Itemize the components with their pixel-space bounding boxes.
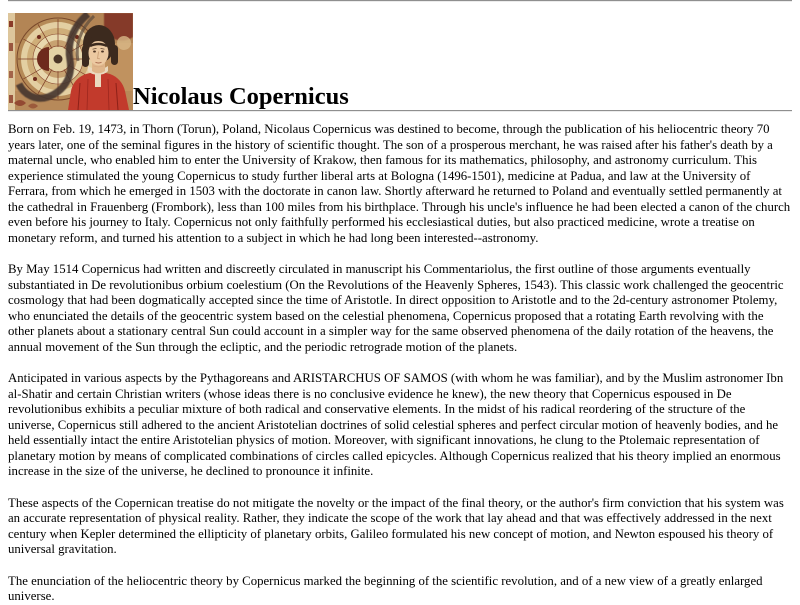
paragraph-commentariolus: By May 1514 Copernicus had written and discreetly circulated in manuscript his Commentariolus, the first outline of those arguments eventually substantiated in De revolutionibus orbium coelestium (On the Revolutions of the Heavenly Spheres, 1543). This classic work challenged the geocentric cosmology that had been dogmatically accepted since the time of Aristotle. In direct opposition to Aristotle and to the 2d-century astronomer Ptolemy, who enunciated the details of the geocentric system based on the celestial phenomena, Copernicus proposed that a rotating Earth revolving with the other planets about a stationary central Sun could account in a simpler way for the same observed phenomena of the daily rotation of the heavens, the annual movement of the Sun through the ecliptic, and the periodic retrograde motion of the planets. [8, 262, 784, 354]
top-divider [8, 0, 792, 2]
paragraph-scientific-revolution: The enunciation of the heliocentric theory by Copernicus marked the beginning of the scientific revolution, and of a new view of a greatly enlarged universe. [8, 573, 763, 603]
paragraph-theory-influences: Anticipated in various aspects by the Pythagoreans and ARISTARCHUS OF SAMOS (with whom he was familiar), and by the Muslim astronomer Ibn al-Shatir and certain Christian writers (whose ideas there is no conclusive evidence he knew), the new theory that Copernicus espoused in De revolutionibus exhibits a peculiar mixture of both radical and conservative elements. In the midst of his radical reordering of the structure of the universe, Copernicus still adhered to the ancient Aristotelian doctrines of solid celestial spheres and perfect circular motion of heavenly bodies, and he held essentially intact the entire Aristotelian physics of motion. Moreover, with significant innovations, he clung to the Ptolemaic representation of planetary motion by means of complicated combinations of circles called epicycles. Although Copernicus realized that his theory implied an enormous increase in the size of the universe, he declined to pronounce it infinite. [8, 371, 784, 478]
page-title [8, 13, 792, 110]
title-divider [8, 110, 792, 112]
paragraph-treatise-aspects: These aspects of the Copernican treatise do not mitigate the novelty or the impact of the final theory, or the author's firm conviction that his system was an accurate representation of physical reality. Rather, they indicate the scope of the work that lay ahead and that was effectively addressed in the next century when Kepler determined the ellipticity of planetary orbits, Galileo formulated his new concept of motion, and Newton espoused his theory of universal gravitation. [8, 495, 784, 556]
copernicus-portrait-image [8, 13, 133, 110]
page-title-text: Nicolaus Copernicus [133, 83, 349, 110]
paragraph-early-life: Born on Feb. 19, 1473, in Thorn (Torun), Poland, Nicolaus Copernicus was destined to become, through the publication of his heliocentric theory 70 years later, one of the seminal figures in the history of scientific thought. The son of a prosperous merchant, he was raised after his father's death by a maternal uncle, who enabled him to enter the University of Krakow, then famous for its mathematics, philosophy, and astronomy curriculum. This experience stimulated the young Copernicus to study further liberal arts at Bologna (1496-1501), medicine at Padua, and law at the University of Ferrara, from which he emerged in 1503 with the doctorate in canon law. Shortly afterward he returned to Poland and eventually settled permanently at the cathedral in Frauenberg (Frombork), less than 100 miles from his birthplace. Through his uncle's influence he had been elected a canon of the church even before his journey to Italy. Copernicus not only faithfully performed his ecclesiastical duties, but also practiced medicine, wrote a treatise on monetary reform, and turned his attention to a subject in which he had long been interested--astronomy. [8, 122, 791, 245]
